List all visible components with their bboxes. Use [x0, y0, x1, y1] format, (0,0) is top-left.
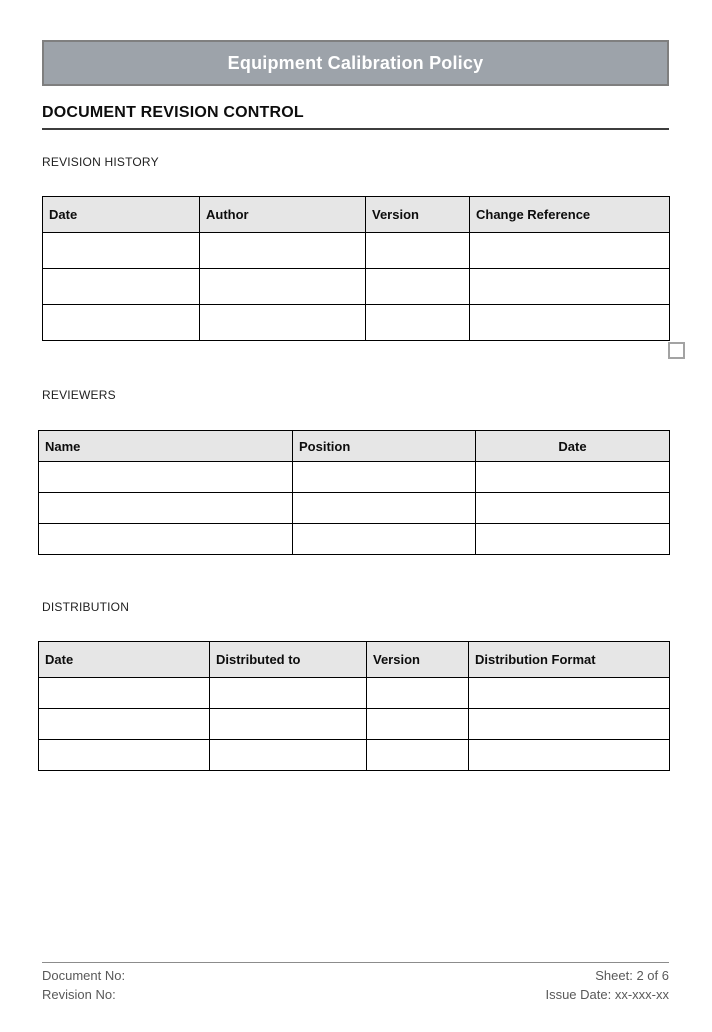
- issue-date: Issue Date: xx-xxx-xx: [545, 986, 669, 1002]
- empty-cell: [476, 462, 670, 493]
- empty-cell: [200, 305, 366, 341]
- table-header-row: [43, 197, 670, 233]
- empty-checkbox: [668, 342, 685, 359]
- reviewers-label: REVIEWERS: [42, 388, 116, 402]
- empty-cell: [43, 233, 200, 269]
- empty-cell: [469, 709, 670, 740]
- table-header-row: [39, 431, 670, 462]
- column-header-change-reference: Change Reference: [470, 197, 670, 233]
- revision-no-label: Revision No:: [42, 986, 116, 1002]
- page-footer: [42, 962, 669, 1004]
- empty-cell: [366, 269, 470, 305]
- empty-cell: [367, 709, 469, 740]
- table-row: [43, 269, 670, 305]
- column-header-distribution-format: Distribution Format: [469, 642, 670, 678]
- empty-cell: [43, 269, 200, 305]
- distribution-label: DISTRIBUTION: [42, 600, 130, 614]
- column-header-version: Version: [366, 197, 470, 233]
- column-header-name: Name: [39, 431, 293, 462]
- table-row: [39, 740, 670, 771]
- empty-cell: [469, 678, 670, 709]
- document-title-banner: [42, 40, 669, 86]
- revision-history-label: REVISION HISTORY: [42, 155, 159, 169]
- column-header-distributed-to: Distributed to: [210, 642, 367, 678]
- empty-cell: [366, 233, 470, 269]
- document-no-label: Document No:: [42, 968, 126, 983]
- empty-cell: [293, 493, 476, 524]
- table-row: [39, 709, 670, 740]
- table-header-row: [39, 642, 670, 678]
- table-row: [39, 462, 670, 493]
- empty-cell: [367, 740, 469, 771]
- empty-cell: [210, 709, 367, 740]
- column-header-date: Date: [39, 642, 210, 678]
- section-heading: DOCUMENT REVISION CONTROL: [42, 104, 669, 130]
- table-row: [43, 233, 670, 269]
- empty-cell: [470, 233, 670, 269]
- empty-cell: [469, 740, 670, 771]
- footer-left-block: [42, 967, 125, 1004]
- empty-cell: [39, 493, 293, 524]
- empty-cell: [39, 678, 210, 709]
- empty-cell: [293, 462, 476, 493]
- empty-cell: [210, 678, 367, 709]
- empty-cell: [476, 524, 670, 555]
- table-row: [39, 524, 670, 555]
- empty-cell: [366, 305, 470, 341]
- table-row: [43, 305, 670, 341]
- empty-cell: [470, 269, 670, 305]
- column-header-version: Version: [367, 642, 469, 678]
- empty-cell: [293, 524, 476, 555]
- empty-cell: [367, 678, 469, 709]
- footer-right-block: [545, 967, 669, 1004]
- table-row: [39, 678, 670, 709]
- column-header-author: Author: [200, 197, 366, 233]
- table-row: [39, 493, 670, 524]
- empty-cell: [210, 740, 367, 771]
- empty-cell: [39, 462, 293, 493]
- empty-cell: [43, 305, 200, 341]
- distribution-table: [38, 641, 670, 771]
- column-header-date: Date: [43, 197, 200, 233]
- empty-cell: [39, 740, 210, 771]
- empty-cell: [200, 269, 366, 305]
- empty-cell: [476, 493, 670, 524]
- sheet-number: Sheet: 2 of 6: [595, 968, 669, 983]
- column-header-date: Date: [476, 431, 670, 462]
- empty-cell: [39, 709, 210, 740]
- document-title: Equipment Calibration Policy: [227, 52, 484, 73]
- reviewers-table: [38, 430, 670, 555]
- empty-cell: [200, 233, 366, 269]
- revision-history-table: [42, 196, 670, 341]
- empty-cell: [39, 524, 293, 555]
- column-header-position: Position: [293, 431, 476, 462]
- empty-cell: [470, 305, 670, 341]
